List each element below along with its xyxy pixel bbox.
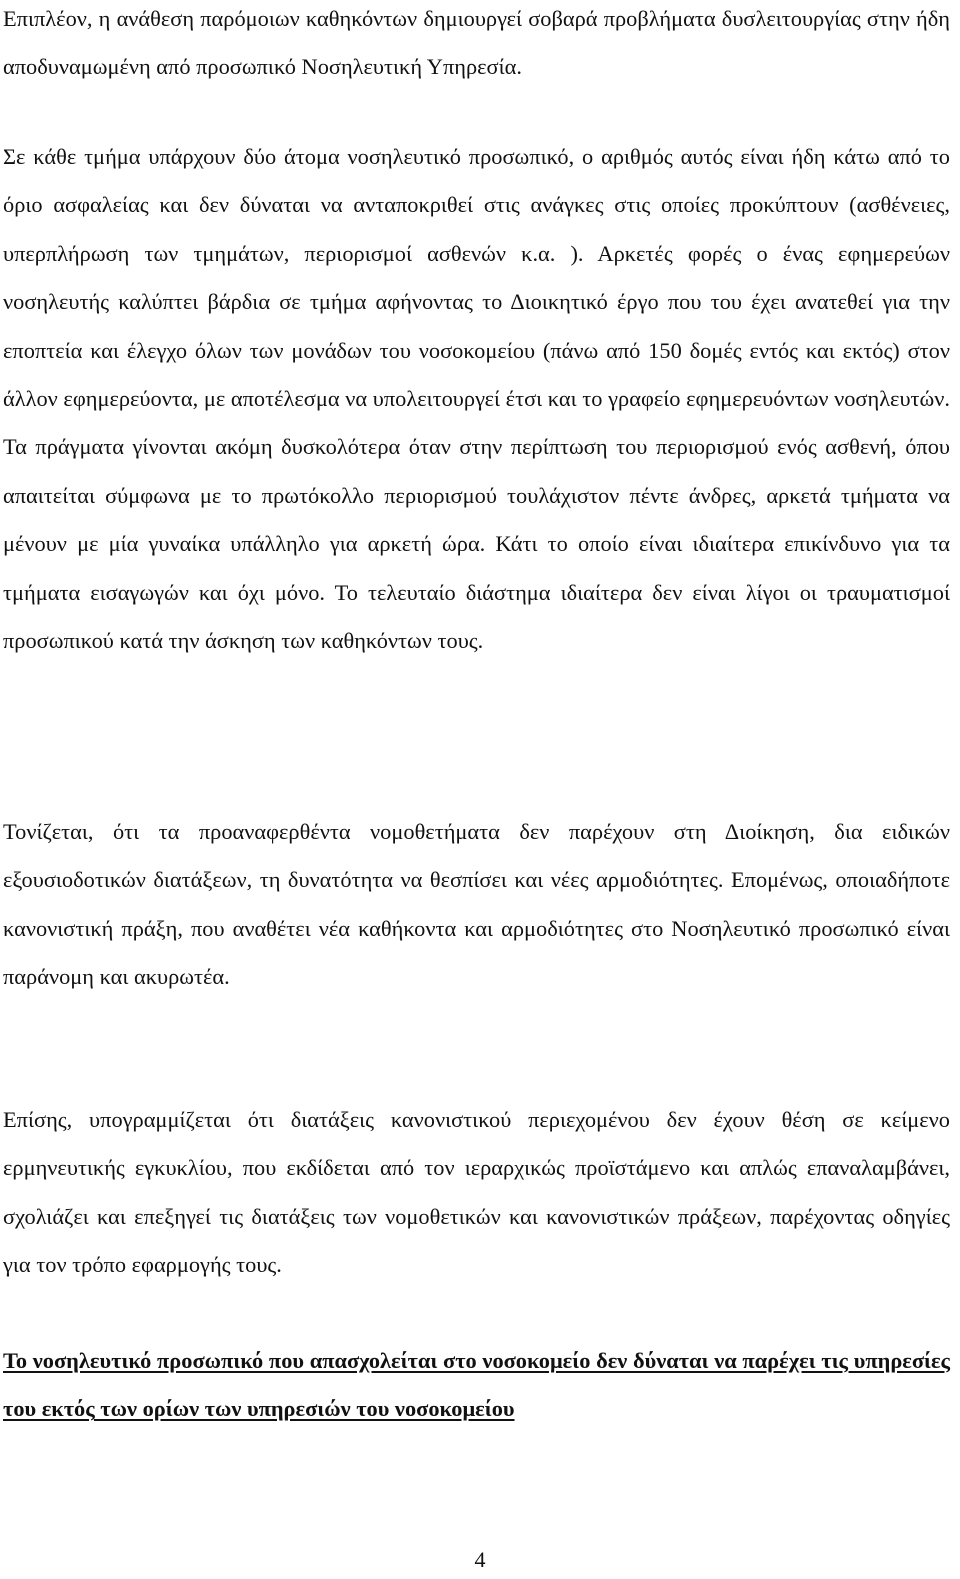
page-number: 4	[474, 1547, 486, 1572]
paragraph-regulatory-provisions: Επίσης, υπογραμμίζεται ότι διατάξεις κανονιστικού περιεχομένου δεν έχουν θέση σε κείμενο ερμηνευτικής εγκυκλίου, που εκδίδεται από τον ιεραρχικώς προϊστάμενο και απλώς επαναλαμβάνει, σχολιάζει και επεξηγεί τις διατάξεις των νομοθετικών και κανονιστικών πράξεων, παρέχοντας οδηγίες για τον τρόπο εφαρμογής τους.	[3, 1107, 950, 1278]
paragraph-conclusion-underlined: Το νοσηλευτικό προσωπικό που απασχολείται στο νοσοκομείο δεν δύναται να παρέχει τις υπηρεσίες του εκτός των ορίων των υπηρεσιών του νοσοκομείου	[3, 1348, 950, 1422]
paragraph-legislation-competences: Τονίζεται, ότι τα προαναφερθέντα νομοθετήματα δεν παρέχουν στη Διοίκηση, δια ειδικών εξουσιοδοτικών διατάξεων, τη δυνατότητα να θεσπίσει και νέες αρμοδιότητες. Επομένως, οποιαδήποτε κανονιστική πράξη, που αναθέτει νέα καθήκοντα και αρμοδιότητες στο Νοσηλευτικό προσωπικό είναι παράνομη και ακυρωτέα.	[3, 819, 950, 990]
paragraph-staffing-problems: Επιπλέον, η ανάθεση παρόμοιων καθηκόντων δημιουργεί σοβαρά προβλήματα δυσλειτουργίας στην ήδη αποδυναμωμένη από προσωπικό Νοσηλευτική Υπηρεσία.	[3, 6, 950, 80]
paragraph-department-staff: Σε κάθε τμήμα υπάρχουν δύο άτομα νοσηλευτικό προσωπικό, ο αριθμός αυτός είναι ήδη κάτω από το όριο ασφαλείας και δεν δύναται να ανταποκριθεί στις ανάγκες στις οποίες προκύπτουν (ασθένειες, υπερπλήρωση των τμημάτων, περιορισμοί ασθενών κ.α. ). Αρκετές φορές ο ένας εφημερεύων νοσηλευτής καλύπτει βάρδια σε τμήμα αφήνοντας το Διοικητικό έργο που του έχει ανατεθεί για την εποπτεία και έλεγχο όλων των μονάδων του νοσοκομείου (πάνω από 150 δομές εντός και εκτός) στον άλλον εφημερεύοντα, με αποτέλεσμα να υπολειτουργεί έτσι και το γραφείο εφημερευόντων νοσηλευτών. Τα πράγματα γίνονται ακόμη δυσκολότερα όταν στην περίπτωση του περιορισμού ενός ασθενή, όπου απαιτείται σύμφωνα με το πρωτόκολλο περιορισμού τουλάχιστον πέντε άνδρες, αρκετά τμήματα να μένουν με μία γυναίκα υπάλληλο για αρκετή ώρα. Κάτι το οποίο είναι ιδιαίτερα επικίνδυνο για τα τμήματα εισαγωγών και όχι μόνο. Το τελευταίο διάστημα ιδιαίτερα δεν είναι λίγοι οι τραυματισμοί προσωπικού κατά την άσκηση των καθηκόντων τους.	[3, 144, 950, 654]
